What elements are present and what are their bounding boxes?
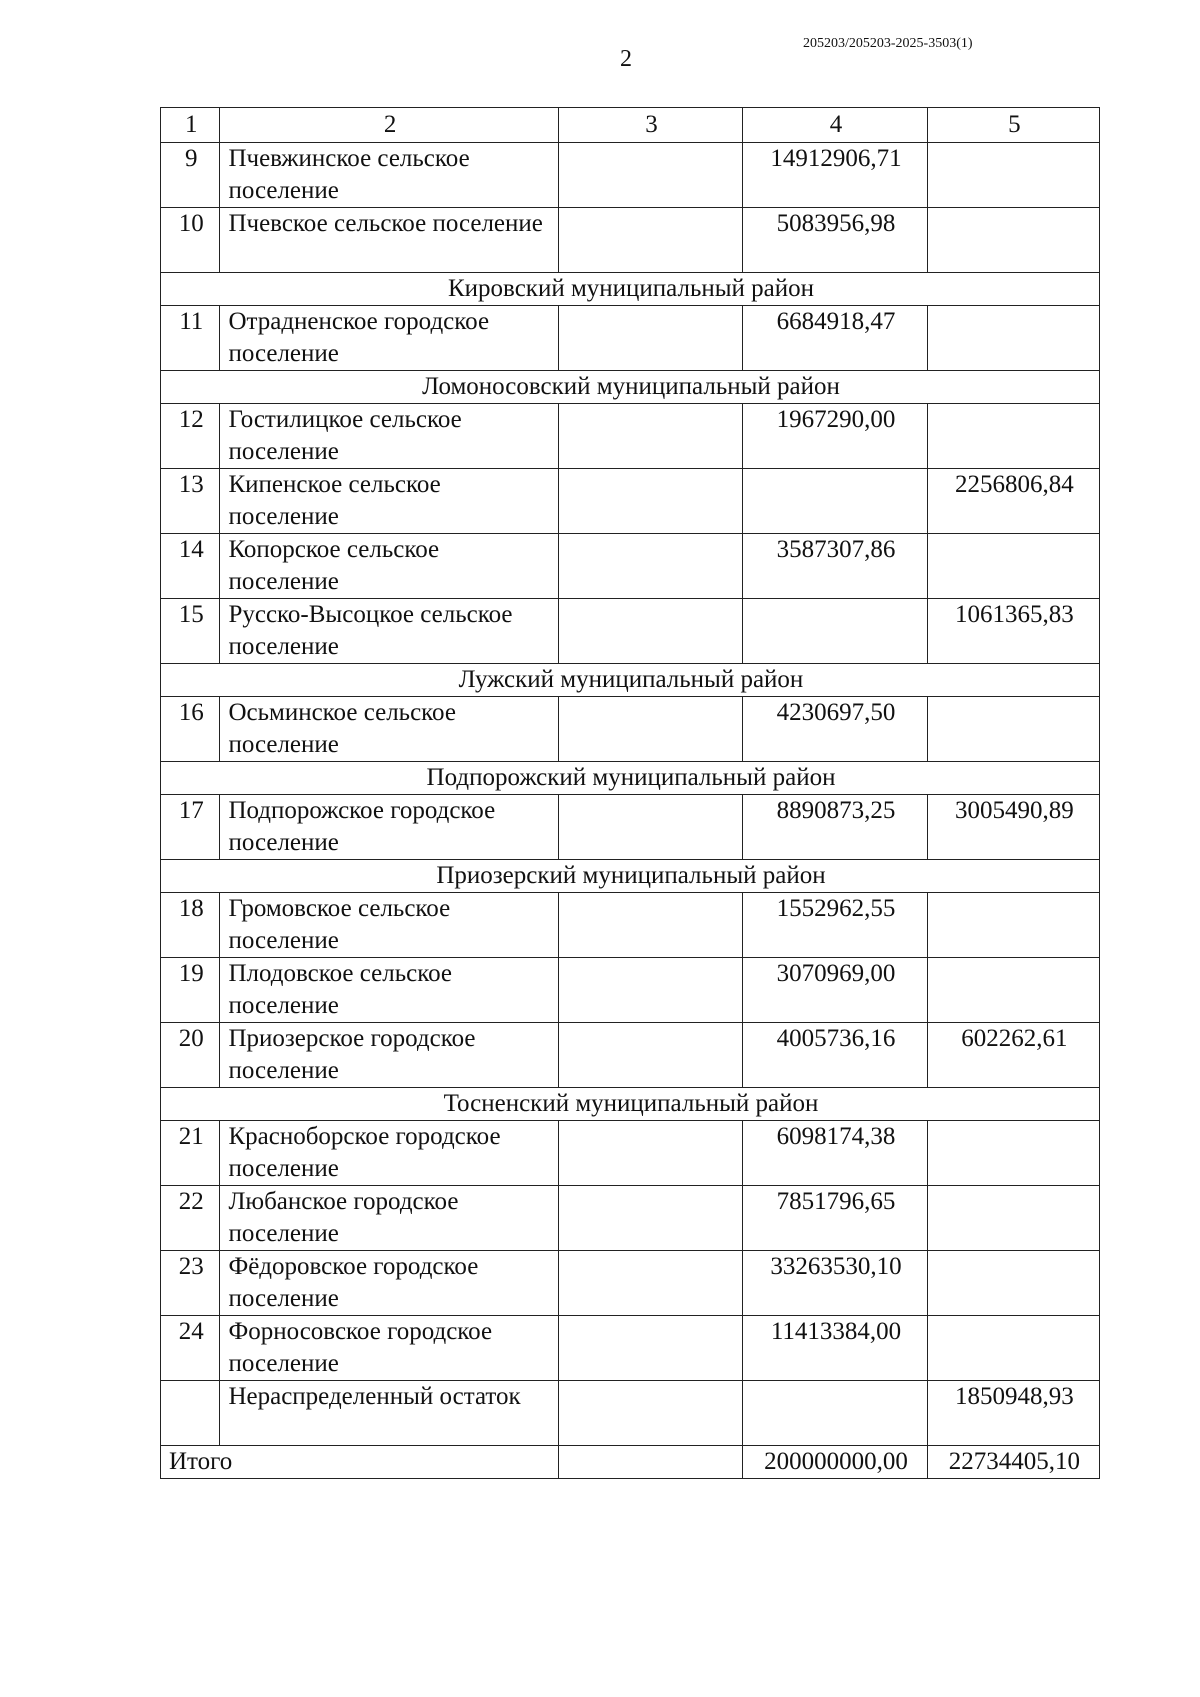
table-row	[161, 404, 1100, 469]
total-column-4-cell: 200000000,00	[743, 1446, 928, 1479]
column-5-amount-cell: 1850948,93	[927, 1381, 1099, 1446]
table-body	[161, 108, 1100, 1479]
column-5-amount-cell	[927, 1186, 1099, 1251]
header-cell-4: 4	[743, 108, 928, 143]
settlement-name-cell: Приозерское городское поселение	[220, 1023, 558, 1088]
row-number-cell: 12	[161, 404, 220, 469]
column-4-amount-cell: 11413384,00	[743, 1316, 928, 1381]
table-row	[161, 1023, 1100, 1088]
total-column-5-cell: 22734405,10	[927, 1446, 1099, 1479]
district-row	[161, 371, 1100, 404]
row-number-cell: 21	[161, 1121, 220, 1186]
column-5-amount-cell: 602262,61	[927, 1023, 1099, 1088]
header-cell-3: 3	[558, 108, 743, 143]
district-name: Приозерский муниципальный район	[161, 860, 1100, 893]
district-name: Лужский муниципальный район	[161, 664, 1100, 697]
column-4-amount-cell: 8890873,25	[743, 795, 928, 860]
column-5-amount-cell	[927, 306, 1099, 371]
district-row	[161, 664, 1100, 697]
column-3-cell	[558, 1316, 743, 1381]
table-row	[161, 208, 1100, 273]
column-4-amount-cell: 1967290,00	[743, 404, 928, 469]
column-5-amount-cell	[927, 697, 1099, 762]
total-column-3-cell	[558, 1446, 743, 1479]
column-4-amount-cell: 6098174,38	[743, 1121, 928, 1186]
table-row	[161, 469, 1100, 534]
row-number-cell	[161, 1381, 220, 1446]
settlement-name-cell: Гостилицкое сельское поселение	[220, 404, 558, 469]
column-4-amount-cell: 6684918,47	[743, 306, 928, 371]
column-5-amount-cell: 3005490,89	[927, 795, 1099, 860]
column-3-cell	[558, 1121, 743, 1186]
column-5-amount-cell	[927, 143, 1099, 208]
settlement-name-cell: Форносовское городское поселение	[220, 1316, 558, 1381]
row-number-cell: 24	[161, 1316, 220, 1381]
settlement-name-cell: Кипенское сельское поселение	[220, 469, 558, 534]
table-row	[161, 795, 1100, 860]
table-row	[161, 1186, 1100, 1251]
column-3-cell	[558, 795, 743, 860]
column-4-amount-cell: 3587307,86	[743, 534, 928, 599]
header-cell-1: 1	[161, 108, 220, 143]
table-row	[161, 143, 1100, 208]
row-number-cell: 16	[161, 697, 220, 762]
column-3-cell	[558, 469, 743, 534]
district-row	[161, 860, 1100, 893]
settlement-name-cell: Пчевжинское сельское поселение	[220, 143, 558, 208]
column-5-amount-cell	[927, 534, 1099, 599]
column-4-amount-cell: 5083956,98	[743, 208, 928, 273]
table-row	[161, 1316, 1100, 1381]
column-3-cell	[558, 599, 743, 664]
table-row	[161, 306, 1100, 371]
column-3-cell	[558, 893, 743, 958]
row-number-cell: 20	[161, 1023, 220, 1088]
column-3-cell	[558, 1023, 743, 1088]
column-4-amount-cell	[743, 469, 928, 534]
column-3-cell	[558, 306, 743, 371]
settlement-name-cell: Подпорожское городское поселение	[220, 795, 558, 860]
district-row	[161, 1088, 1100, 1121]
header-cell-2: 2	[220, 108, 558, 143]
column-3-cell	[558, 697, 743, 762]
total-row	[161, 1446, 1100, 1479]
settlement-name-cell: Осьминское сельское поселение	[220, 697, 558, 762]
column-5-amount-cell	[927, 1121, 1099, 1186]
column-3-cell	[558, 208, 743, 273]
column-5-amount-cell	[927, 1251, 1099, 1316]
column-3-cell	[558, 404, 743, 469]
column-5-amount-cell	[927, 1316, 1099, 1381]
column-4-amount-cell: 7851796,65	[743, 1186, 928, 1251]
district-name: Ломоносовский муниципальный район	[161, 371, 1100, 404]
district-name: Кировский муниципальный район	[161, 273, 1100, 306]
table-row	[161, 534, 1100, 599]
settlement-name-cell: Русско-Высоцкое сельское поселение	[220, 599, 558, 664]
column-3-cell	[558, 143, 743, 208]
settlement-name-cell: Нераспределенный остаток	[220, 1381, 558, 1446]
column-3-cell	[558, 958, 743, 1023]
table-row	[161, 697, 1100, 762]
row-number-cell: 14	[161, 534, 220, 599]
settlement-name-cell: Плодовское сельское поселение	[220, 958, 558, 1023]
row-number-cell: 17	[161, 795, 220, 860]
district-row	[161, 762, 1100, 795]
page-number: 2	[620, 46, 632, 72]
settlement-name-cell: Пчевское сельское поселение	[220, 208, 558, 273]
district-row	[161, 273, 1100, 306]
column-5-amount-cell	[927, 404, 1099, 469]
row-number-cell: 15	[161, 599, 220, 664]
row-number-cell: 9	[161, 143, 220, 208]
table-row	[161, 1381, 1100, 1446]
total-label: Итого	[161, 1446, 559, 1479]
row-number-cell: 22	[161, 1186, 220, 1251]
settlement-name-cell: Фёдоровское городское поселение	[220, 1251, 558, 1316]
column-4-amount-cell: 4230697,50	[743, 697, 928, 762]
column-4-amount-cell	[743, 1381, 928, 1446]
column-4-amount-cell: 33263530,10	[743, 1251, 928, 1316]
table-row	[161, 1251, 1100, 1316]
table-row	[161, 958, 1100, 1023]
column-5-amount-cell	[927, 208, 1099, 273]
allocation-table	[160, 107, 1100, 1479]
header-cell-5: 5	[927, 108, 1099, 143]
table-row	[161, 1121, 1100, 1186]
row-number-cell: 18	[161, 893, 220, 958]
table-row	[161, 599, 1100, 664]
table-row	[161, 893, 1100, 958]
column-3-cell	[558, 534, 743, 599]
settlement-name-cell: Копорское сельское поселение	[220, 534, 558, 599]
column-5-amount-cell: 2256806,84	[927, 469, 1099, 534]
district-name: Тосненский муниципальный район	[161, 1088, 1100, 1121]
column-5-amount-cell	[927, 893, 1099, 958]
column-4-amount-cell: 4005736,16	[743, 1023, 928, 1088]
row-number-cell: 23	[161, 1251, 220, 1316]
row-number-cell: 10	[161, 208, 220, 273]
row-number-cell: 13	[161, 469, 220, 534]
row-number-cell: 19	[161, 958, 220, 1023]
header-row	[161, 108, 1100, 143]
column-5-amount-cell: 1061365,83	[927, 599, 1099, 664]
column-5-amount-cell	[927, 958, 1099, 1023]
column-4-amount-cell: 14912906,71	[743, 143, 928, 208]
column-4-amount-cell: 1552962,55	[743, 893, 928, 958]
row-number-cell: 11	[161, 306, 220, 371]
settlement-name-cell: Любанское городское поселение	[220, 1186, 558, 1251]
column-4-amount-cell	[743, 599, 928, 664]
settlement-name-cell: Красноборское городское поселение	[220, 1121, 558, 1186]
column-3-cell	[558, 1186, 743, 1251]
column-3-cell	[558, 1381, 743, 1446]
district-name: Подпорожский муниципальный район	[161, 762, 1100, 795]
settlement-name-cell: Громовское сельское поселение	[220, 893, 558, 958]
settlement-name-cell: Отрадненское городское поселение	[220, 306, 558, 371]
column-4-amount-cell: 3070969,00	[743, 958, 928, 1023]
document-id: 205203/205203-2025-3503(1)	[803, 36, 973, 51]
column-3-cell	[558, 1251, 743, 1316]
